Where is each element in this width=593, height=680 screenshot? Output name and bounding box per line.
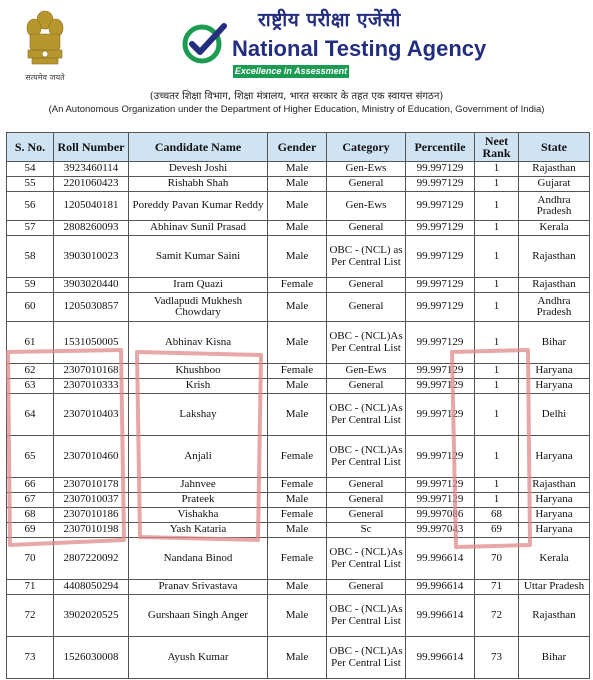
serial-number-cell: 60 bbox=[7, 293, 54, 322]
neet-rank-cell: 1 bbox=[475, 436, 519, 478]
percentile-cell: 99.997129 bbox=[406, 236, 475, 278]
candidate-name-cell: Anjali bbox=[129, 436, 268, 478]
gender-cell: Male bbox=[268, 523, 327, 538]
percentile-cell: 99.997043 bbox=[406, 523, 475, 538]
percentile-cell: 99.997129 bbox=[406, 493, 475, 508]
table-row bbox=[7, 293, 590, 322]
category-cell: General bbox=[327, 379, 406, 394]
table-row bbox=[7, 580, 590, 595]
neet-rank-cell: 70 bbox=[475, 538, 519, 580]
percentile-cell: 99.997129 bbox=[406, 221, 475, 236]
column-header: Candidate Name bbox=[129, 133, 268, 162]
serial-number-cell: 58 bbox=[7, 236, 54, 278]
gender-cell: Male bbox=[268, 221, 327, 236]
roll-number-cell: 2307010333 bbox=[54, 379, 129, 394]
state-cell: Haryana bbox=[519, 364, 590, 379]
roll-number-cell: 2808260093 bbox=[54, 221, 129, 236]
table-row bbox=[7, 379, 590, 394]
neet-rank-cell: 69 bbox=[475, 523, 519, 538]
state-cell: Andhra Pradesh bbox=[519, 293, 590, 322]
candidate-name-cell: Jahnvee bbox=[129, 478, 268, 493]
table-row bbox=[7, 595, 590, 637]
category-cell: OBC - (NCL)As Per Central List bbox=[327, 394, 406, 436]
state-cell: Kerala bbox=[519, 538, 590, 580]
table-row bbox=[7, 322, 590, 364]
table-row bbox=[7, 508, 590, 523]
candidate-name-cell: Vadlapudi Mukhesh Chowdary bbox=[129, 293, 268, 322]
gender-cell: Male bbox=[268, 293, 327, 322]
organization-subline-english: (An Autonomous Organization under the Department of Higher Education, Ministry of Education, Government of India) bbox=[48, 104, 545, 115]
serial-number-cell: 73 bbox=[7, 637, 54, 679]
neet-rank-cell: 1 bbox=[475, 236, 519, 278]
candidate-name-cell: Pranav Srivastava bbox=[129, 580, 268, 595]
category-cell: OBC - (NCL)As Per Central List bbox=[327, 436, 406, 478]
table-row bbox=[7, 278, 590, 293]
candidate-name-cell: Krish bbox=[129, 379, 268, 394]
gender-cell: Male bbox=[268, 637, 327, 679]
column-header: Roll Number bbox=[54, 133, 129, 162]
gender-cell: Male bbox=[268, 177, 327, 192]
percentile-cell: 99.997086 bbox=[406, 508, 475, 523]
table-row bbox=[7, 637, 590, 679]
category-cell: OBC - (NCL)As Per Central List bbox=[327, 595, 406, 637]
gender-cell: Female bbox=[268, 508, 327, 523]
table-row bbox=[7, 236, 590, 278]
neet-rank-cell: 1 bbox=[475, 192, 519, 221]
state-cell: Rajasthan bbox=[519, 278, 590, 293]
serial-number-cell: 57 bbox=[7, 221, 54, 236]
organization-subline-hindi: (उच्चतर शिक्षा विभाग, शिक्षा मंत्रालय, भारत सरकार के तहत एक स्वायत्त संगठन) bbox=[149, 91, 444, 102]
gender-cell: Male bbox=[268, 192, 327, 221]
results-table bbox=[6, 132, 590, 679]
candidate-name-cell: Khushboo bbox=[129, 364, 268, 379]
category-cell: OBC - (NCL)As Per Central List bbox=[327, 322, 406, 364]
gender-cell: Male bbox=[268, 580, 327, 595]
gender-cell: Male bbox=[268, 379, 327, 394]
neet-rank-cell: 73 bbox=[475, 637, 519, 679]
state-cell: Rajasthan bbox=[519, 236, 590, 278]
neet-rank-cell: 1 bbox=[475, 278, 519, 293]
state-cell: Haryana bbox=[519, 523, 590, 538]
gender-cell: Female bbox=[268, 478, 327, 493]
column-header: S. No. bbox=[7, 133, 54, 162]
state-cell: Gujarat bbox=[519, 177, 590, 192]
category-cell: Gen-Ews bbox=[327, 162, 406, 177]
column-header: Gender bbox=[268, 133, 327, 162]
roll-number-cell: 2307010460 bbox=[54, 436, 129, 478]
roll-number-cell: 3903010023 bbox=[54, 236, 129, 278]
percentile-cell: 99.996614 bbox=[406, 637, 475, 679]
roll-number-cell: 2201060423 bbox=[54, 177, 129, 192]
percentile-cell: 99.997129 bbox=[406, 177, 475, 192]
category-cell: General bbox=[327, 508, 406, 523]
neet-rank-cell: 1 bbox=[475, 293, 519, 322]
candidate-name-cell: Yash Kataria bbox=[129, 523, 268, 538]
table-row bbox=[7, 436, 590, 478]
state-cell: Haryana bbox=[519, 508, 590, 523]
percentile-cell: 99.996614 bbox=[406, 538, 475, 580]
serial-number-cell: 68 bbox=[7, 508, 54, 523]
neet-rank-cell: 1 bbox=[475, 478, 519, 493]
state-cell: Delhi bbox=[519, 394, 590, 436]
percentile-cell: 99.997129 bbox=[406, 394, 475, 436]
category-cell: Gen-Ews bbox=[327, 192, 406, 221]
roll-number-cell: 2307010178 bbox=[54, 478, 129, 493]
serial-number-cell: 63 bbox=[7, 379, 54, 394]
neet-rank-cell: 1 bbox=[475, 322, 519, 364]
neet-rank-cell: 71 bbox=[475, 580, 519, 595]
column-header: Category bbox=[327, 133, 406, 162]
neet-rank-cell: 1 bbox=[475, 493, 519, 508]
roll-number-cell: 2307010403 bbox=[54, 394, 129, 436]
category-cell: OBC - (NCL)As Per Central List bbox=[327, 637, 406, 679]
table-row bbox=[7, 177, 590, 192]
roll-number-cell: 1205030857 bbox=[54, 293, 129, 322]
table-row bbox=[7, 478, 590, 493]
gender-cell: Male bbox=[268, 493, 327, 508]
table-header-row bbox=[7, 133, 590, 162]
gender-cell: Male bbox=[268, 595, 327, 637]
percentile-cell: 99.997129 bbox=[406, 322, 475, 364]
candidate-name-cell: Vishakha bbox=[129, 508, 268, 523]
roll-number-cell: 2807220092 bbox=[54, 538, 129, 580]
serial-number-cell: 54 bbox=[7, 162, 54, 177]
roll-number-cell: 2307010198 bbox=[54, 523, 129, 538]
percentile-cell: 99.997129 bbox=[406, 278, 475, 293]
percentile-cell: 99.997129 bbox=[406, 436, 475, 478]
roll-number-cell: 3903020440 bbox=[54, 278, 129, 293]
category-cell: General bbox=[327, 478, 406, 493]
candidate-name-cell: Poreddy Pavan Kumar Reddy bbox=[129, 192, 268, 221]
category-cell: OBC - (NCL)As Per Central List bbox=[327, 538, 406, 580]
category-cell: General bbox=[327, 177, 406, 192]
candidate-name-cell: Abhinav Kisna bbox=[129, 322, 268, 364]
table-row bbox=[7, 221, 590, 236]
percentile-cell: 99.996614 bbox=[406, 580, 475, 595]
category-cell: General bbox=[327, 493, 406, 508]
neet-rank-cell: 1 bbox=[475, 379, 519, 394]
gender-cell: Male bbox=[268, 236, 327, 278]
table-row bbox=[7, 192, 590, 221]
percentile-cell: 99.996614 bbox=[406, 595, 475, 637]
page-header bbox=[0, 0, 593, 130]
category-cell: OBC - (NCL) as Per Central List bbox=[327, 236, 406, 278]
percentile-cell: 99.997129 bbox=[406, 478, 475, 493]
column-header: State bbox=[519, 133, 590, 162]
candidate-name-cell: Rishabh Shah bbox=[129, 177, 268, 192]
column-header: Neet Rank bbox=[475, 133, 519, 162]
neet-rank-cell: 1 bbox=[475, 177, 519, 192]
roll-number-cell: 2307010037 bbox=[54, 493, 129, 508]
roll-number-cell: 1205040181 bbox=[54, 192, 129, 221]
roll-number-cell: 1531050005 bbox=[54, 322, 129, 364]
roll-number-cell: 2307010168 bbox=[54, 364, 129, 379]
nta-logo-icon bbox=[180, 20, 228, 64]
serial-number-cell: 71 bbox=[7, 580, 54, 595]
table-row bbox=[7, 162, 590, 177]
candidate-name-cell: Ayush Kumar bbox=[129, 637, 268, 679]
roll-number-cell: 3902020525 bbox=[54, 595, 129, 637]
category-cell: General bbox=[327, 580, 406, 595]
table-row bbox=[7, 538, 590, 580]
state-cell: Rajasthan bbox=[519, 162, 590, 177]
gender-cell: Male bbox=[268, 162, 327, 177]
table-row bbox=[7, 523, 590, 538]
percentile-cell: 99.997129 bbox=[406, 162, 475, 177]
tagline-badge: Excellence in Assessment bbox=[234, 66, 348, 76]
category-cell: General bbox=[327, 278, 406, 293]
hindi-title: राष्ट्रीय परीक्षा एजेंसी bbox=[258, 9, 401, 31]
state-cell: Rajasthan bbox=[519, 478, 590, 493]
serial-number-cell: 67 bbox=[7, 493, 54, 508]
category-cell: Sc bbox=[327, 523, 406, 538]
candidate-name-cell: Devesh Joshi bbox=[129, 162, 268, 177]
roll-number-cell: 1526030008 bbox=[54, 637, 129, 679]
serial-number-cell: 66 bbox=[7, 478, 54, 493]
state-cell: Rajasthan bbox=[519, 595, 590, 637]
state-cell: Andhra Pradesh bbox=[519, 192, 590, 221]
serial-number-cell: 61 bbox=[7, 322, 54, 364]
percentile-cell: 99.997129 bbox=[406, 364, 475, 379]
serial-number-cell: 65 bbox=[7, 436, 54, 478]
roll-number-cell: 2307010186 bbox=[54, 508, 129, 523]
neet-rank-cell: 68 bbox=[475, 508, 519, 523]
neet-rank-cell: 1 bbox=[475, 221, 519, 236]
candidate-name-cell: Iram Quazi bbox=[129, 278, 268, 293]
serial-number-cell: 70 bbox=[7, 538, 54, 580]
state-cell: Haryana bbox=[519, 379, 590, 394]
gender-cell: Male bbox=[268, 322, 327, 364]
candidate-name-cell: Gurshaan Singh Anger bbox=[129, 595, 268, 637]
percentile-cell: 99.997129 bbox=[406, 192, 475, 221]
neet-rank-cell: 1 bbox=[475, 394, 519, 436]
emblem-motto: सत्यमेव जयते bbox=[25, 73, 65, 82]
gender-cell: Female bbox=[268, 436, 327, 478]
roll-number-cell: 3923460114 bbox=[54, 162, 129, 177]
candidate-name-cell: Abhinav Sunil Prasad bbox=[129, 221, 268, 236]
neet-rank-cell: 72 bbox=[475, 595, 519, 637]
category-cell: General bbox=[327, 221, 406, 236]
state-cell: Haryana bbox=[519, 436, 590, 478]
percentile-cell: 99.997129 bbox=[406, 293, 475, 322]
state-cell: Haryana bbox=[519, 493, 590, 508]
serial-number-cell: 62 bbox=[7, 364, 54, 379]
gender-cell: Female bbox=[268, 278, 327, 293]
state-cell: Bihar bbox=[519, 637, 590, 679]
category-cell: General bbox=[327, 293, 406, 322]
serial-number-cell: 72 bbox=[7, 595, 54, 637]
roll-number-cell: 4408050294 bbox=[54, 580, 129, 595]
neet-rank-cell: 1 bbox=[475, 364, 519, 379]
column-header: Percentile bbox=[406, 133, 475, 162]
state-cell: Kerala bbox=[519, 221, 590, 236]
serial-number-cell: 64 bbox=[7, 394, 54, 436]
category-cell: Gen-Ews bbox=[327, 364, 406, 379]
table-row bbox=[7, 493, 590, 508]
serial-number-cell: 59 bbox=[7, 278, 54, 293]
serial-number-cell: 56 bbox=[7, 192, 54, 221]
table-row bbox=[7, 394, 590, 436]
serial-number-cell: 55 bbox=[7, 177, 54, 192]
candidate-name-cell: Nandana Binod bbox=[129, 538, 268, 580]
state-cell: Uttar Pradesh bbox=[519, 580, 590, 595]
candidate-name-cell: Lakshay bbox=[129, 394, 268, 436]
table-row bbox=[7, 364, 590, 379]
gender-cell: Male bbox=[268, 394, 327, 436]
state-cell: Bihar bbox=[519, 322, 590, 364]
neet-rank-cell: 1 bbox=[475, 162, 519, 177]
agency-title: National Testing Agency bbox=[232, 36, 487, 61]
candidate-name-cell: Samit Kumar Saini bbox=[129, 236, 268, 278]
serial-number-cell: 69 bbox=[7, 523, 54, 538]
candidate-name-cell: Prateek bbox=[129, 493, 268, 508]
percentile-cell: 99.997129 bbox=[406, 379, 475, 394]
gender-cell: Female bbox=[268, 538, 327, 580]
gender-cell: Female bbox=[268, 364, 327, 379]
